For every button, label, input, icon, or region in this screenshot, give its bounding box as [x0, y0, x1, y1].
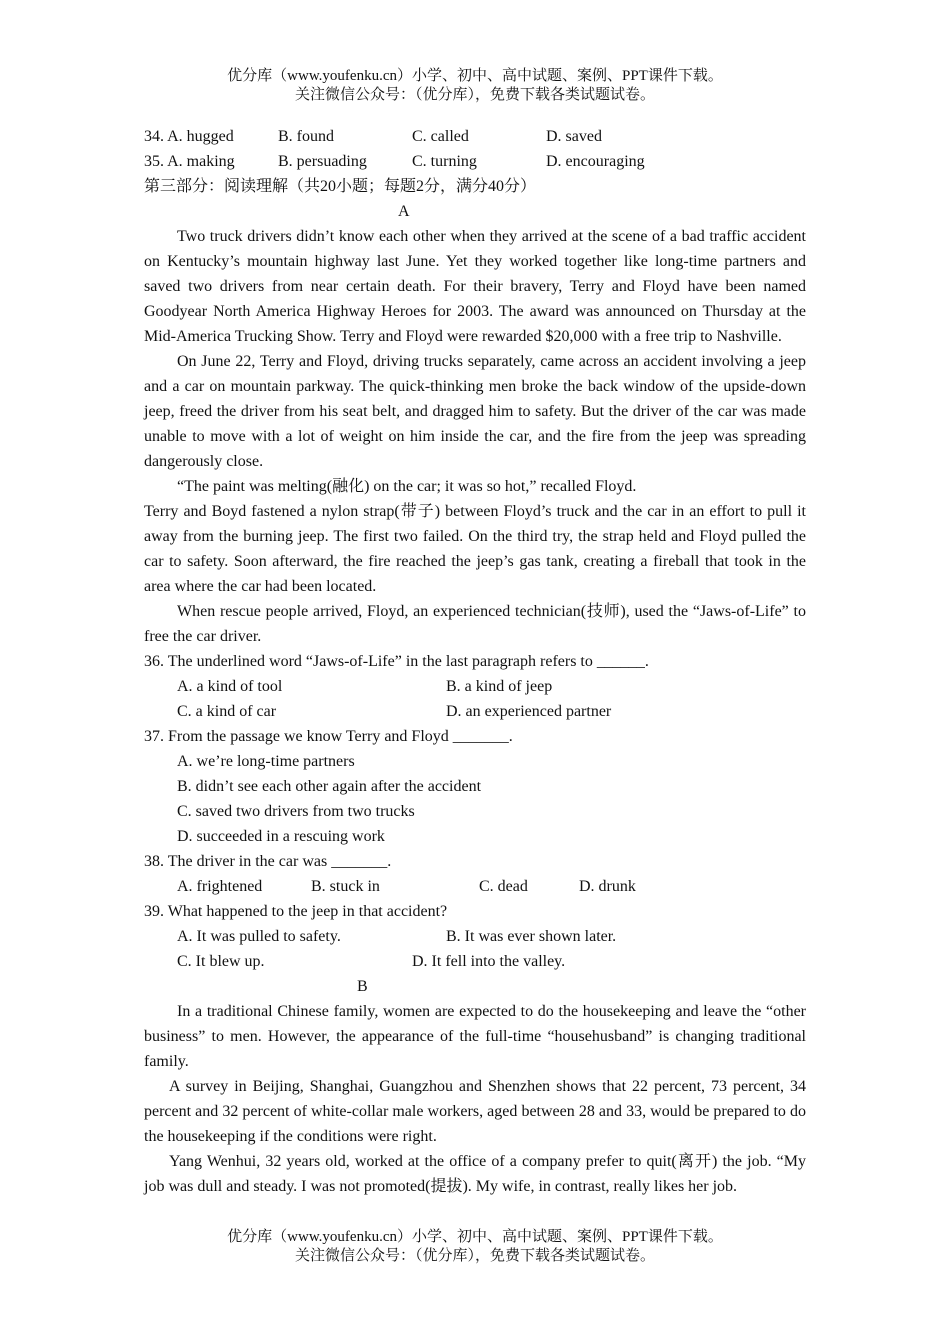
q37-row-d — [144, 824, 806, 849]
passage-a-paragraph-1: Two truck drivers didn’t know each other when they arrived at the scene of a bad traffic accident on Kentucky’s mountain highway last June. Yet they worked together like long-time partners and saved two drivers from near certain death. For their bravery, Terry and Floyd have been named Goodyear North America Highway Heroes for 2003. The award was announced on Thursday at the Mid-America Trucking Show. Terry and Floyd were rewarded $20,000 with a free trip to Nashville. — [144, 228, 806, 345]
passage-a-paragraph-3: “The paint was melting(融化) on the car; it was so hot,” recalled Floyd. — [177, 478, 637, 495]
q37-option-d: D. succeeded in a rescuing work — [177, 828, 385, 845]
q36-option-a: A. a kind of tool — [177, 678, 283, 695]
question-35 — [144, 149, 806, 174]
document-body — [144, 124, 806, 1199]
q37-option-a: A. we’re long-time partners — [177, 753, 355, 770]
q37-row-b — [144, 774, 806, 799]
passage-b-paragraph-3: Yang Wenhui, 32 years old, worked at the office of a company prefer to quit(离开) the job. “My job was dull and steady. I was not promoted(提拔). My wife, in contrast, really likes her job. — [144, 1153, 806, 1195]
q39-option-b: B. It was ever shown later. — [446, 928, 617, 945]
q35-option-a: 35. A. making — [144, 153, 235, 170]
q39-option-d: D. It fell into the valley. — [412, 953, 566, 970]
passage-a-paragraph-2: On June 22, Terry and Floyd, driving trucks separately, came across an accident involving a jeep and a car on mountain parkway. The quick-thinking men broke the back window of the upside-down jeep, freed the driver from his seat belt, and dragged him to safety. But the driver of the car was made unable to move with a lot of weight on him inside the car, and the fire from the jeep was spreading dangerously close. — [144, 353, 806, 470]
question-36-options-ab — [144, 674, 806, 699]
footer-line-2: 关注微信公众号：（优分库），免费下载各类试题试卷。 — [294, 1248, 655, 1264]
q36-option-b: B. a kind of jeep — [446, 678, 553, 695]
question-37-stem: 37. From the passage we know Terry and Floyd _______. — [144, 728, 513, 745]
passage-b-label-row — [144, 974, 806, 999]
q39-option-a: A. It was pulled to safety. — [177, 928, 341, 945]
q36-option-d: D. an experienced partner — [446, 703, 612, 720]
question-39-options-ab — [144, 924, 806, 949]
question-38-stem: 38. The driver in the car was _______. — [144, 853, 392, 870]
question-36-options-cd — [144, 699, 806, 724]
q34-option-b: B. found — [278, 128, 334, 145]
q37-row-c — [144, 799, 806, 824]
q35-option-c: C. turning — [412, 153, 477, 170]
page-header — [0, 67, 950, 105]
q37-row-a — [144, 749, 806, 774]
question-36-stem: 36. The underlined word “Jaws-of-Life” in the last paragraph refers to ______. — [144, 653, 649, 670]
q38-option-c: C. dead — [479, 878, 528, 895]
q39-option-c: C. It blew up. — [177, 953, 265, 970]
footer-line-1: 优分库（www.youfenku.cn）小学、初中、高中试题、案例、PPT课件下载。 — [227, 1229, 723, 1245]
q38-option-b: B. stuck in — [311, 878, 380, 895]
passage-a-paragraph-4: Terry and Boyd fastened a nylon strap(带子) between Floyd’s truck and the car in an effort to pull it away from the burning jeep. The first two failed. On the third try, the strap held and Floyd pulled the car to safety. Soon afterward, the fire reached the jeep’s gas tank, creating a fireball that took in the area where the car had been located. — [144, 503, 806, 595]
page-footer — [0, 1228, 950, 1266]
passage-b-paragraph-1: In a traditional Chinese family, women are expected to do the housekeeping and leave the “other business” to men. However, the appearance of the full-time “househusband” is changing traditional family. — [144, 1003, 806, 1070]
q37-option-b: B. didn’t see each other again after the accident — [177, 778, 482, 795]
passage-b-paragraph-2: A survey in Beijing, Shanghai, Guangzhou and Shenzhen shows that 22 percent, 73 percent, 34 percent and 32 percent of white-collar male workers, aged between 28 and 33, would be prepared to do the housekeeping if the conditions were right. — [144, 1078, 806, 1145]
q34-option-d: D. saved — [546, 128, 602, 145]
question-38-options — [144, 874, 806, 899]
q38-option-d: D. drunk — [579, 878, 636, 895]
passage-a-paragraph-5: When rescue people arrived, Floyd, an experienced technician(技师), used the “Jaws-of-Life” to free the car driver. — [144, 603, 806, 645]
header-line-2: 关注微信公众号：（优分库），免费下载各类试题试卷。 — [294, 87, 655, 103]
q38-option-a: A. frightened — [177, 878, 263, 895]
q34-option-a: 34. A. hugged — [144, 128, 234, 145]
q36-option-c: C. a kind of car — [177, 703, 277, 720]
q34-option-c: C. called — [412, 128, 469, 145]
section-heading: 第三部分：阅读理解（共20小题；每题2分，满分40分） — [144, 178, 537, 195]
question-39-options-cd — [144, 949, 806, 974]
header-line-1: 优分库（www.youfenku.cn）小学、初中、高中试题、案例、PPT课件下载。 — [227, 68, 723, 84]
question-39-stem: 39. What happened to the jeep in that accident? — [144, 903, 448, 920]
passage-a-label-row — [144, 199, 806, 224]
passage-a-label: A — [398, 203, 410, 220]
q35-option-d: D. encouraging — [546, 153, 645, 170]
q35-option-b: B. persuading — [278, 153, 367, 170]
question-34 — [144, 124, 806, 149]
passage-b-label: B — [357, 978, 368, 995]
q37-option-c: C. saved two drivers from two trucks — [177, 803, 415, 820]
